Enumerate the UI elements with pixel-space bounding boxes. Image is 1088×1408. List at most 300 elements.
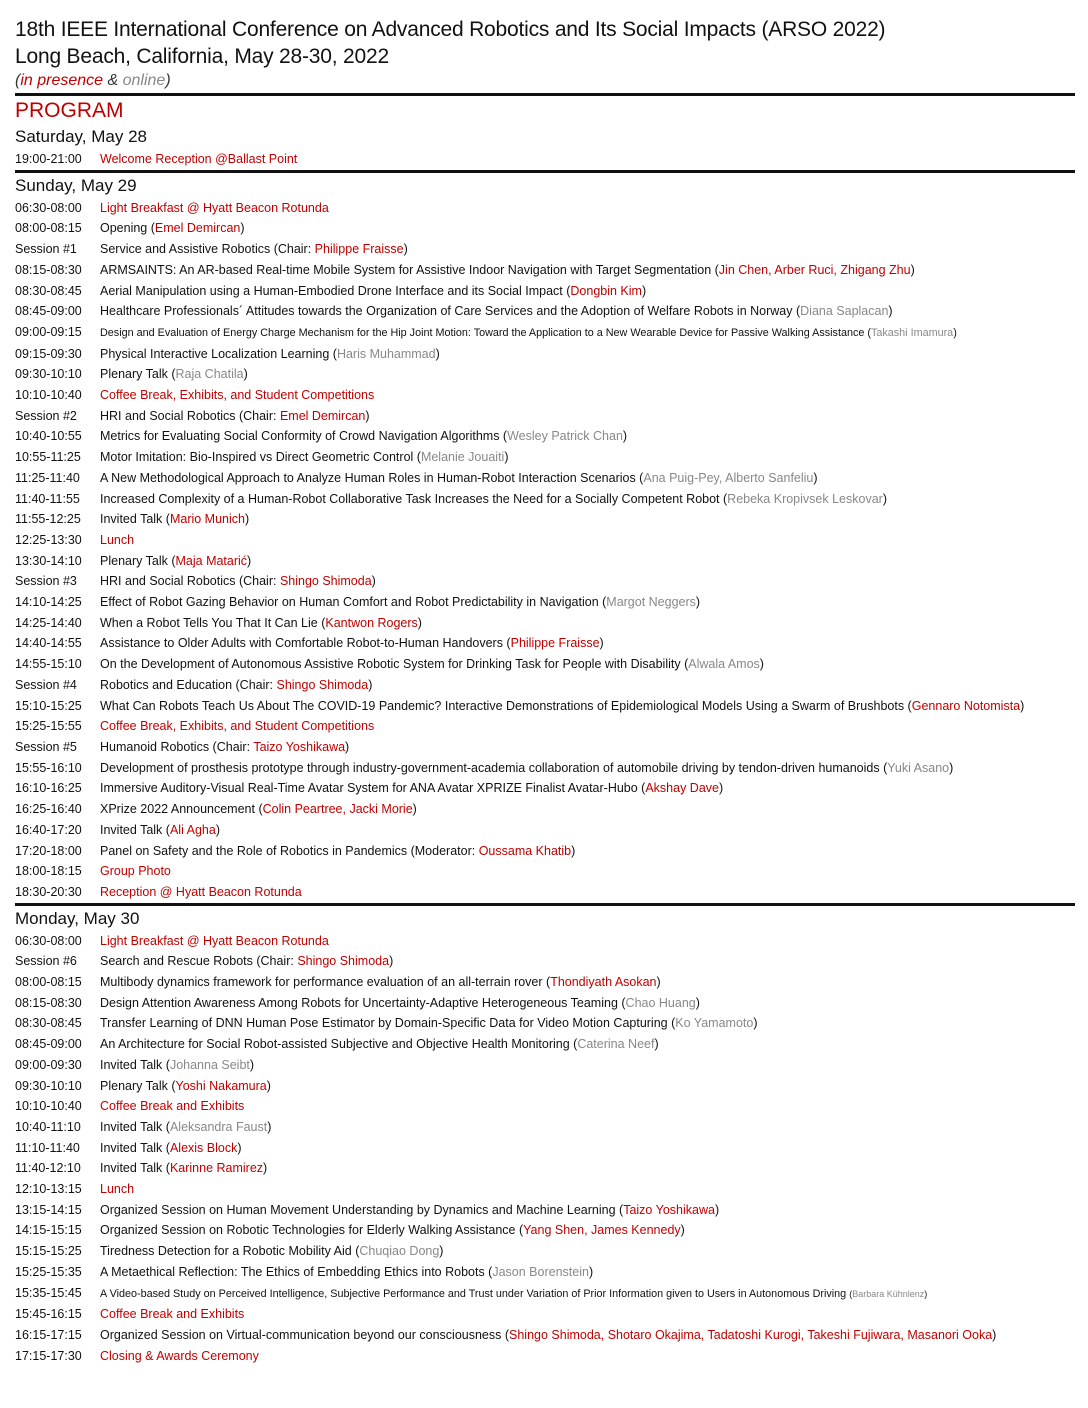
entry-text-part: Invited Talk ( — [100, 1140, 170, 1155]
presenter-name: Diana Saplacan — [800, 304, 889, 319]
schedule-row — [15, 149, 1075, 170]
day-heading: Sunday, May 29 — [15, 175, 137, 195]
highlighted-text: Shingo Shimoda — [297, 954, 390, 969]
entry-text — [100, 239, 1075, 260]
program-document — [15, 0, 1075, 1366]
entry-text — [100, 1158, 1075, 1179]
time-slot: 16:40-17:20 — [15, 822, 82, 837]
highlighted-text: Lunch — [100, 1182, 135, 1197]
highlighted-text: Taizo Yoshikawa — [253, 739, 346, 754]
presenter-name: Aleksandra Faust — [169, 1119, 268, 1134]
schedule-row — [15, 301, 1075, 322]
entry-text-part: ) — [1020, 698, 1025, 713]
highlighted-text: Light Breakfast @ Hyatt Beacon Rotunda — [100, 933, 329, 948]
entry-text — [100, 799, 1075, 820]
entry-text — [100, 675, 1075, 696]
entry-text-part: Plenary Talk ( — [100, 1078, 176, 1093]
time-slot: 14:40-14:55 — [15, 636, 82, 651]
session-row — [15, 406, 1075, 427]
highlighted-text: Coffee Break, Exhibits, and Student Competitions — [100, 388, 375, 403]
mode-online: online — [122, 72, 166, 89]
time-slot: 10:55-11:25 — [15, 450, 81, 465]
entry-text-part: ARMSAINTS: An AR-based Real-time Mobile System for Assistive Indoor Navigation with Target Segmentation ( — [100, 262, 719, 277]
entry-text — [100, 468, 1075, 489]
entry-text-part: ) — [412, 802, 417, 817]
entry-text — [100, 841, 1075, 862]
entry-text-part: ) — [888, 304, 893, 319]
entry-text-part: Organized Session on Human Movement Understanding by Dynamics and Machine Learning ( — [100, 1202, 624, 1217]
presenter-name: Caterina Neef — [577, 1037, 655, 1052]
day-divider — [15, 903, 1075, 906]
entry-text-part: ) — [215, 822, 220, 837]
schedule-row — [15, 322, 1075, 344]
highlighted-text: Gennaro Notomista — [911, 698, 1021, 713]
session-number: Session #4 — [15, 677, 77, 692]
session-number: Session #5 — [15, 739, 77, 754]
highlighted-text: Shingo Shimoda — [276, 677, 369, 692]
entry-text-part: Motor Imitation: Bio-Inspired vs Direct Geometric Control ( — [100, 450, 421, 465]
entry-text — [100, 551, 1075, 572]
entry-text-part: Organized Session on Virtual-communication beyond our consciousness ( — [100, 1327, 510, 1342]
entry-text — [100, 1241, 1075, 1262]
highlighted-text: Taizo Yoshikawa — [623, 1202, 715, 1217]
time-slot: 18:30-20:30 — [15, 884, 82, 899]
entry-text-part: ) — [641, 283, 647, 298]
highlighted-text: Emel Demircan — [154, 221, 241, 236]
schedule-row — [15, 1262, 1075, 1283]
entry-text — [100, 993, 1075, 1014]
entry-text-part: ) — [759, 657, 764, 672]
entry-text-part: ) — [992, 1327, 997, 1342]
entry-text-part: ) — [680, 1223, 685, 1238]
mode-in-presence: in presence — [20, 72, 104, 89]
entry-text — [100, 530, 1075, 551]
presenter-name: Alwala Amos — [688, 657, 760, 672]
entry-text-part: A Metaethical Reflection: The Ethics of Embedding Ethics into Robots ( — [100, 1264, 493, 1279]
highlighted-text: Coffee Break and Exhibits — [100, 1099, 245, 1114]
entry-text — [100, 882, 1075, 903]
entry-text — [100, 951, 1075, 972]
schedule-row — [15, 592, 1075, 613]
schedule-row — [15, 799, 1075, 820]
entry-text-part: Immersive Auditory-Visual Real-Time Avatar System for ANA Avatar XPRIZE Finalist Avatar-Hubo ( — [100, 781, 646, 796]
header-divider — [15, 93, 1075, 96]
entry-text-part: What Can Robots Teach Us About The COVID-19 Pandemic? Interactive Demonstrations of Epidemiological Models Using a Swarm of Brushbots ( — [100, 698, 912, 713]
time-slot: 08:45-09:00 — [15, 1037, 82, 1052]
time-slot: 12:10-13:15 — [15, 1182, 82, 1197]
presenter-name: Barbara Kühnlenz — [852, 1288, 925, 1299]
time-slot: 17:15-17:30 — [15, 1348, 82, 1363]
entry-text-part: ) — [910, 262, 915, 277]
entry-text-part: Plenary Talk ( — [100, 367, 176, 382]
schedule-row — [15, 364, 1075, 385]
entry-text-part: ) — [345, 739, 350, 754]
schedule-row — [15, 654, 1075, 675]
entry-text-part: Plenary Talk ( — [100, 553, 176, 568]
entry-text-part: Healthcare Professionals´ Attitudes towards the Organization of Care Services and the Adoption of Welfare Robots in Norway ( — [100, 304, 801, 319]
highlighted-text: Karinne Ramirez — [169, 1161, 264, 1176]
time-slot: 16:25-16:40 — [15, 802, 82, 817]
entry-text-part: ) — [571, 843, 576, 858]
entry-text — [100, 592, 1075, 613]
schedule-row — [15, 530, 1075, 551]
time-slot: 15:55-16:10 — [15, 760, 82, 775]
time-slot: 06:30-08:00 — [15, 933, 82, 948]
time-slot: 15:25-15:35 — [15, 1264, 82, 1279]
entry-text — [100, 633, 1075, 654]
schedule-row — [15, 1200, 1075, 1221]
entry-text — [100, 1346, 1075, 1367]
time-slot: 19:00-21:00 — [15, 152, 82, 166]
entry-text — [100, 1013, 1075, 1034]
entry-text-part: ) — [243, 367, 248, 382]
entry-text-part: A New Methodological Approach to Analyze Human Roles in Human-Robot Interaction Scenarios ( — [100, 470, 644, 485]
presenter-name: Yuki Asano — [887, 760, 950, 775]
time-slot: 15:10-15:25 — [15, 698, 82, 713]
presenter-name: Rebeka Kropivsek Leskovar — [727, 491, 883, 506]
entry-text-part: ) — [882, 491, 887, 506]
schedule-row — [15, 198, 1075, 219]
time-slot: 09:00-09:15 — [15, 324, 82, 339]
entry-text — [100, 301, 1075, 322]
schedule-row — [15, 1220, 1075, 1241]
entry-text — [100, 1076, 1075, 1097]
entry-text-part: ( — [849, 1288, 853, 1299]
time-slot: 17:20-18:00 — [15, 843, 82, 858]
entry-text-part: ) — [435, 346, 440, 361]
entry-text — [100, 447, 1075, 468]
time-slot: 08:15-08:30 — [15, 995, 82, 1010]
entry-text — [100, 654, 1075, 675]
session-row — [15, 571, 1075, 592]
highlighted-text: Dongbin Kim — [570, 283, 642, 298]
schedule-row — [15, 468, 1075, 489]
entry-text-part: ) — [753, 1016, 758, 1031]
entry-text — [100, 1096, 1075, 1117]
entry-text — [100, 613, 1075, 634]
session-row — [15, 239, 1075, 260]
entry-text-part: Design Attention Awareness Among Robots for Uncertainty-Adaptive Heterogeneous Teaming ( — [100, 995, 626, 1010]
presenter-name: Margot Neggers — [606, 595, 696, 610]
time-slot: 11:10-11:40 — [15, 1140, 80, 1155]
schedule-row — [15, 1179, 1075, 1200]
entry-text-part: ) — [622, 429, 628, 444]
schedule-row — [15, 1117, 1075, 1138]
time-slot: 08:00-08:15 — [15, 221, 82, 236]
time-slot: 16:15-17:15 — [15, 1327, 82, 1342]
entry-text-part: ) — [365, 408, 370, 423]
entry-text-part: ) — [237, 1140, 242, 1155]
entry-text — [100, 509, 1075, 530]
presenter-name: Jason Borenstein — [492, 1264, 589, 1279]
highlighted-text: Shingo Shimoda, Shotaro Okajima, Tadatoshi Kurogi, Takeshi Fujiwara, Masanori Ooka — [509, 1327, 993, 1342]
entry-text — [100, 198, 1075, 219]
schedule-row — [15, 1096, 1075, 1117]
day-heading: Saturday, May 28 — [15, 127, 147, 146]
schedule-row — [15, 696, 1075, 717]
highlighted-text: Yang Shen, James Kennedy — [523, 1223, 681, 1238]
schedule-row — [15, 882, 1075, 903]
entry-text — [100, 716, 1075, 737]
schedule-row — [15, 426, 1075, 447]
entry-text — [100, 778, 1075, 799]
presenter-name: Haris Muhammad — [336, 346, 436, 361]
highlighted-text: Shingo Shimoda — [279, 574, 372, 589]
schedule-row — [15, 1304, 1075, 1325]
conference-location-dates: Long Beach, California, May 28-30, 2022 — [15, 45, 389, 68]
entry-text-part: Invited Talk ( — [100, 1119, 170, 1134]
schedule-row — [15, 820, 1075, 841]
time-slot: 14:15-15:15 — [15, 1223, 82, 1238]
time-slot: 15:25-15:55 — [15, 719, 82, 734]
session-row — [15, 951, 1075, 972]
highlighted-text: Welcome Reception @Ballast Point — [100, 152, 298, 166]
entry-text — [100, 281, 1075, 302]
mode-open-paren: ( — [15, 72, 21, 89]
highlighted-text: Emel Demircan — [279, 408, 366, 423]
entry-text — [100, 1138, 1075, 1159]
presenter-name: Chao Huang — [625, 995, 696, 1010]
entry-text — [100, 696, 1075, 717]
schedule-row — [15, 344, 1075, 365]
entry-text — [100, 489, 1075, 510]
entry-text — [100, 1325, 1075, 1346]
entry-text — [100, 931, 1075, 952]
entry-text-part: Invited Talk ( — [100, 1057, 170, 1072]
time-slot: 11:40-11:55 — [15, 491, 80, 506]
time-slot: 09:00-09:30 — [15, 1057, 82, 1072]
session-number: Session #1 — [15, 242, 77, 257]
entry-text-part: ) — [504, 450, 509, 465]
schedule-row — [15, 1138, 1075, 1159]
entry-text-part: Tiredness Detection for a Robotic Mobility Aid ( — [100, 1244, 360, 1259]
entry-text-part: ) — [389, 954, 394, 969]
time-slot: 10:10-10:40 — [15, 388, 82, 403]
program-heading: PROGRAM — [15, 99, 124, 122]
entry-text-part: Invited Talk ( — [100, 1161, 170, 1176]
schedule-row — [15, 1034, 1075, 1055]
time-slot: 12:25-13:30 — [15, 532, 82, 547]
schedule-row — [15, 633, 1075, 654]
entry-text — [100, 1220, 1075, 1241]
time-slot: 11:40-12:10 — [15, 1161, 81, 1176]
entry-text-part: An Architecture for Social Robot-assisted Subjective and Objective Health Monitoring ( — [100, 1037, 578, 1052]
schedule-row — [15, 1283, 1075, 1305]
presenter-name: Chuqiao Dong — [359, 1244, 440, 1259]
schedule — [15, 126, 1075, 1366]
entry-text-part: Humanoid Robotics (Chair: — [100, 739, 254, 754]
highlighted-text: Jin Chen, Arber Ruci, Zhigang Zhu — [718, 262, 911, 277]
entry-text-part: Robotics and Education (Chair: — [100, 677, 277, 692]
schedule-row — [15, 260, 1075, 281]
entry-text-part: ) — [714, 1202, 720, 1217]
presenter-name: Takashi Imamura — [870, 326, 954, 339]
highlighted-text: Group Photo — [100, 864, 171, 879]
entry-text-part: Design and Evaluation of Energy Charge Mechanism for the Hip Joint Motion: Toward the Application to a New Wearable Device for Passive Walking Assistance ( — [100, 326, 871, 339]
time-slot: 08:45-09:00 — [15, 304, 82, 319]
time-slot: 08:15-08:30 — [15, 262, 82, 277]
entry-text-part: ) — [695, 595, 701, 610]
time-slot: 18:00-18:15 — [15, 864, 82, 879]
entry-text-part: ) — [924, 1288, 928, 1299]
time-slot: 10:40-10:55 — [15, 429, 82, 444]
schedule-row — [15, 1241, 1075, 1262]
time-slot: 13:15-14:15 — [15, 1202, 82, 1217]
entry-text-part: Effect of Robot Gazing Behavior on Human Comfort and Robot Predictability in Navigation ( — [100, 595, 607, 610]
presenter-name: Ko Yamamoto — [675, 1016, 754, 1031]
entry-text-part: Assistance to Older Adults with Comfortable Robot-to-Human Handovers ( — [100, 636, 511, 651]
entry-text-part: ) — [656, 975, 661, 990]
highlighted-text: Kantwon Rogers — [325, 615, 418, 630]
conference-title: 18th IEEE International Conference on Advanced Robotics and Its Social Impacts (ARSO 2022) — [15, 18, 886, 41]
entry-text-part: Invited Talk ( — [100, 512, 170, 527]
entry-text-part: Invited Talk ( — [100, 822, 170, 837]
time-slot: 14:55-15:10 — [15, 657, 82, 672]
entry-text-part: ) — [439, 1244, 444, 1259]
entry-text-part: ) — [368, 677, 373, 692]
schedule-row — [15, 447, 1075, 468]
session-number: Session #6 — [15, 954, 77, 969]
entry-text — [100, 1055, 1075, 1076]
time-slot: 13:30-14:10 — [15, 553, 82, 568]
time-slot: 08:30-08:45 — [15, 1016, 82, 1031]
time-slot: 08:00-08:15 — [15, 975, 82, 990]
entry-text — [100, 218, 1075, 239]
highlighted-text: Maja Matarić — [175, 553, 248, 568]
time-slot: 11:25-11:40 — [15, 470, 80, 485]
schedule-row — [15, 509, 1075, 530]
time-slot: 09:30-10:10 — [15, 1078, 82, 1093]
highlighted-text: Philippe Fraisse — [510, 636, 600, 651]
entry-text — [100, 820, 1075, 841]
schedule-row — [15, 716, 1075, 737]
time-slot: 14:10-14:25 — [15, 595, 82, 610]
entry-text-part: When a Robot Tells You That It Can Lie ( — [100, 615, 326, 630]
entry-text-part: ) — [266, 1078, 271, 1093]
entry-text-part: ) — [654, 1037, 659, 1052]
day-divider — [15, 170, 1075, 173]
time-slot: 15:35-15:45 — [15, 1285, 82, 1300]
presenter-name: Wesley Patrick Chan — [507, 429, 623, 444]
entry-text-part: Physical Interactive Localization Learning ( — [100, 346, 337, 361]
highlighted-text: Coffee Break, Exhibits, and Student Competitions — [100, 719, 375, 734]
entry-text-part: Increased Complexity of a Human-Robot Collaborative Task Increases the Need for a Socially Competent Robot ( — [100, 491, 728, 506]
highlighted-text: Mario Munich — [169, 512, 245, 527]
schedule-row — [15, 489, 1075, 510]
entry-text — [100, 149, 1075, 170]
entry-text-part: ) — [244, 512, 250, 527]
time-slot: 10:10-10:40 — [15, 1099, 82, 1114]
time-slot: 15:45-16:15 — [15, 1307, 82, 1322]
entry-text — [100, 260, 1075, 281]
schedule-row — [15, 1013, 1075, 1034]
time-slot: 11:55-12:25 — [15, 512, 81, 527]
presenter-name: Melanie Jouaiti — [420, 450, 505, 465]
entry-text — [100, 1179, 1075, 1200]
highlighted-text: Philippe Fraisse — [314, 242, 404, 257]
entry-text-part: Opening ( — [100, 221, 155, 236]
highlighted-text: Closing & Awards Ceremony — [100, 1348, 259, 1363]
presenter-name: Johanna Seibt — [169, 1057, 250, 1072]
entry-text — [100, 344, 1075, 365]
time-slot: 14:25-14:40 — [15, 615, 82, 630]
schedule-row — [15, 613, 1075, 634]
entry-text-part: Organized Session on Robotic Technologies for Elderly Walking Assistance ( — [100, 1223, 524, 1238]
entry-text-part: ) — [267, 1119, 272, 1134]
schedule-row — [15, 931, 1075, 952]
schedule-row — [15, 1055, 1075, 1076]
entry-text-part: Development of prosthesis prototype through industry-government-academia collaboration of automobile driving by tendon-driven humanoids ( — [100, 760, 888, 775]
entry-text-part: On the Development of Autonomous Assistive Robotic System for Drinking Task for People with Disability ( — [100, 657, 689, 672]
entry-text-part: Transfer Learning of DNN Human Pose Estimator by Domain-Specific Data for Video Motion Capturing ( — [100, 1016, 676, 1031]
entry-text — [100, 1034, 1075, 1055]
schedule-row — [15, 972, 1075, 993]
entry-text-part: ) — [417, 615, 422, 630]
entry-text-part: ) — [403, 242, 408, 257]
entry-text — [100, 1262, 1075, 1283]
entry-text — [100, 426, 1075, 447]
highlighted-text: Yoshi Nakamura — [175, 1078, 267, 1093]
entry-text-part: Search and Rescue Robots (Chair: — [100, 954, 298, 969]
time-slot: 09:30-10:10 — [15, 367, 82, 382]
entry-text — [100, 1117, 1075, 1138]
time-slot: 06:30-08:00 — [15, 200, 82, 215]
schedule-row — [15, 841, 1075, 862]
entry-text-part: ) — [263, 1161, 268, 1176]
time-slot: 15:15-15:25 — [15, 1244, 82, 1259]
entry-text — [100, 364, 1075, 385]
schedule-row — [15, 861, 1075, 882]
presenter-name: Ana Puig-Pey, Alberto Sanfeliu — [643, 470, 814, 485]
entry-text — [100, 737, 1075, 758]
schedule-row — [15, 1158, 1075, 1179]
time-slot: 10:40-11:10 — [15, 1119, 81, 1134]
entry-text — [100, 571, 1075, 592]
highlighted-text: Colin Peartree, Jacki Morie — [262, 802, 413, 817]
entry-text-part: ) — [249, 1057, 255, 1072]
entry-text-part: Multibody dynamics framework for performance evaluation of an all-terrain rover ( — [100, 975, 551, 990]
session-row — [15, 675, 1075, 696]
highlighted-text: Ali Agha — [169, 822, 216, 837]
day-heading: Monday, May 30 — [15, 908, 140, 928]
entry-text-part: ) — [247, 553, 252, 568]
schedule-row — [15, 218, 1075, 239]
schedule-row — [15, 1076, 1075, 1097]
schedule-row — [15, 993, 1075, 1014]
entry-text-part: ) — [813, 470, 818, 485]
highlighted-text: Oussama Khatib — [478, 843, 572, 858]
highlighted-text: Akshay Dave — [645, 781, 719, 796]
time-slot: 09:15-09:30 — [15, 346, 82, 361]
mode-ampersand: & — [103, 72, 123, 89]
schedule-row — [15, 758, 1075, 779]
entry-text-part: HRI and Social Robotics (Chair: — [100, 408, 280, 423]
entry-text-part: Service and Assistive Robotics (Chair: — [100, 242, 315, 257]
session-number: Session #2 — [15, 408, 77, 423]
highlighted-text: Coffee Break and Exhibits — [100, 1307, 245, 1322]
schedule-row — [15, 281, 1075, 302]
time-slot: 16:10-16:25 — [15, 781, 82, 796]
attendance-mode — [15, 71, 1075, 91]
entry-text — [100, 1304, 1075, 1325]
entry-text-part: ) — [240, 221, 245, 236]
entry-text — [100, 972, 1075, 993]
entry-text-part: ) — [371, 574, 376, 589]
time-slot: 08:30-08:45 — [15, 283, 82, 298]
entry-text — [100, 861, 1075, 882]
presenter-name: Raja Chatila — [175, 367, 244, 382]
entry-text-part: ) — [695, 995, 700, 1010]
